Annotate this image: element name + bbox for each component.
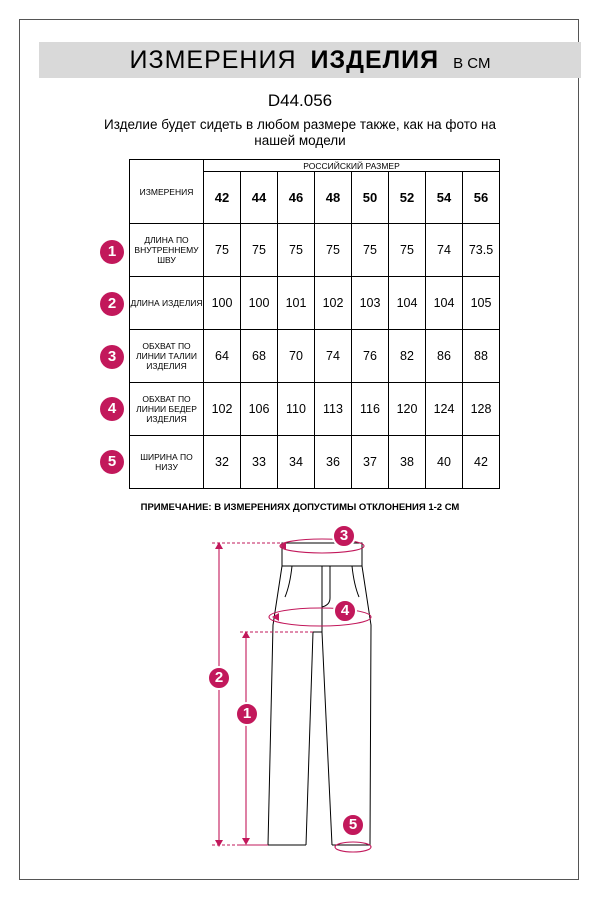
size-group-header: РОССИЙСКИЙ РАЗМЕР	[204, 160, 500, 172]
size-cell: 50	[352, 172, 389, 224]
row-number-badge: 1	[100, 240, 124, 264]
value-cell: 88	[463, 330, 500, 383]
description-text: Изделие будет сидеть в любом размере также, как на фото на нашей модели	[104, 117, 496, 148]
value-cell: 32	[204, 436, 241, 489]
value-cell: 36	[315, 436, 352, 489]
size-cell: 48	[315, 172, 352, 224]
title-part1: ИЗМЕРЕНИЯ	[129, 46, 297, 74]
tolerance-note: ПРИМЕЧАНИЕ: В ИЗМЕРЕНИЯХ ДОПУСТИМЫ ОТКЛОНЕНИЯ 1-2 СМ	[140, 502, 460, 513]
size-cell: 46	[278, 172, 315, 224]
value-cell: 100	[204, 277, 241, 330]
value-cell: 75	[204, 224, 241, 277]
value-cell: 101	[278, 277, 315, 330]
value-cell: 104	[426, 277, 463, 330]
value-cell: 82	[389, 330, 426, 383]
value-cell: 102	[315, 277, 352, 330]
value-cell: 128	[463, 383, 500, 436]
value-cell: 104	[389, 277, 426, 330]
value-cell: 34	[278, 436, 315, 489]
size-cell: 42	[204, 172, 241, 224]
row-number-badge: 4	[100, 397, 124, 421]
product-code: D44.056	[267, 91, 333, 110]
title-unit: В СМ	[453, 55, 491, 72]
value-cell: 70	[278, 330, 315, 383]
value-cell: 75	[315, 224, 352, 277]
value-cell: 86	[426, 330, 463, 383]
value-cell: 74	[426, 224, 463, 277]
value-cell: 75	[389, 224, 426, 277]
row-number-badge: 3	[100, 345, 124, 369]
arrow-heads	[215, 542, 286, 847]
diagram-marker-waist: 3	[332, 524, 356, 548]
diagram-marker-length: 2	[207, 666, 231, 690]
row-label: ОБХВАТ ПО ЛИНИИ ТАЛИИ ИЗДЕЛИЯ	[130, 330, 204, 383]
size-cell: 44	[241, 172, 278, 224]
value-cell: 75	[278, 224, 315, 277]
measure-header: ИЗМЕРЕНИЯ	[130, 160, 204, 224]
row-number-badge: 2	[100, 292, 124, 316]
row-number-badge: 5	[100, 450, 124, 474]
diagram-marker-hem: 5	[341, 813, 365, 837]
value-cell: 110	[278, 383, 315, 436]
value-cell: 124	[426, 383, 463, 436]
size-cell: 54	[426, 172, 463, 224]
row-label: ШИРИНА ПО НИЗУ	[130, 436, 204, 489]
value-cell: 100	[241, 277, 278, 330]
row-label: ОБХВАТ ПО ЛИНИИ БЕДЕР ИЗДЕЛИЯ	[130, 383, 204, 436]
value-cell: 105	[463, 277, 500, 330]
value-cell: 40	[426, 436, 463, 489]
value-cell: 75	[241, 224, 278, 277]
measure-lines	[212, 539, 371, 852]
value-cell: 116	[352, 383, 389, 436]
size-cell: 52	[389, 172, 426, 224]
value-cell: 113	[315, 383, 352, 436]
value-cell: 42	[463, 436, 500, 489]
value-cell: 76	[352, 330, 389, 383]
value-cell: 38	[389, 436, 426, 489]
value-cell: 68	[241, 330, 278, 383]
value-cell: 74	[315, 330, 352, 383]
value-cell: 75	[352, 224, 389, 277]
trousers-outline-icon	[268, 543, 371, 845]
size-cell: 56	[463, 172, 500, 224]
value-cell: 102	[204, 383, 241, 436]
value-cell: 120	[389, 383, 426, 436]
diagram-marker-hips: 4	[333, 599, 357, 623]
value-cell: 64	[204, 330, 241, 383]
title-part2: ИЗДЕЛИЯ	[310, 46, 440, 74]
row-label: ДЛИНА ИЗДЕЛИЯ	[130, 277, 204, 330]
value-cell: 73.5	[463, 224, 500, 277]
value-cell: 106	[241, 383, 278, 436]
row-label: ДЛИНА ПО ВНУТРЕННЕМУ ШВУ	[130, 224, 204, 277]
value-cell: 33	[241, 436, 278, 489]
value-cell: 103	[352, 277, 389, 330]
value-cell: 37	[352, 436, 389, 489]
diagram-marker-inseam: 1	[235, 702, 259, 726]
